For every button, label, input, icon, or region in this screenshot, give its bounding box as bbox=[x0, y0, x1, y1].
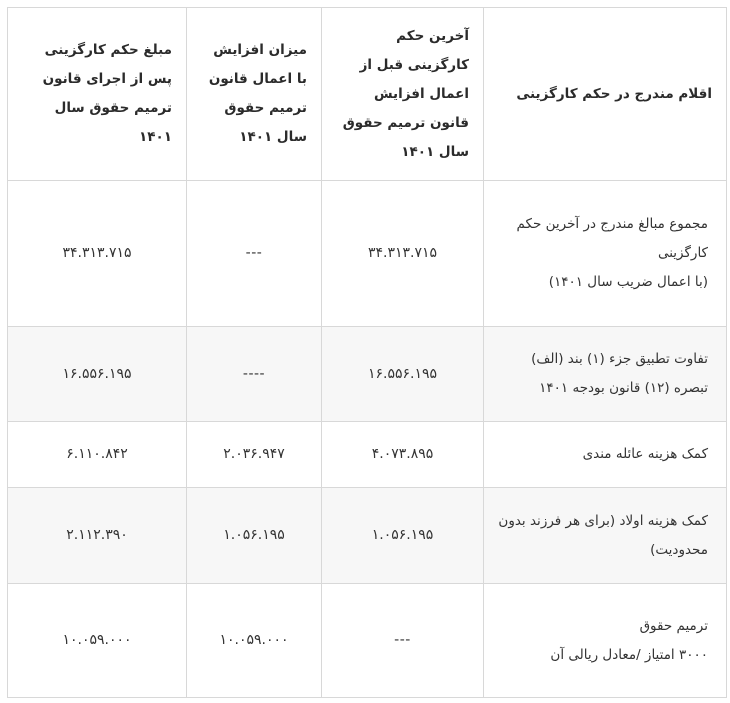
row-before-value: ۱۶.۵۵۶.۱۹۵ bbox=[322, 327, 484, 422]
row-after-value: ۲.۱۱۲.۳۹۰ bbox=[8, 488, 187, 584]
table-row bbox=[8, 584, 727, 698]
item-line: کمک هزینه اولاد (برای هر فرزند بدون محدودیت) bbox=[498, 512, 708, 558]
row-before-value: ۳۴.۳۱۳.۷۱۵ bbox=[322, 181, 484, 327]
header-after-increase: مبلغ حکم کارگزینی پس از اجرای قانون ترمیم حقوق سال ۱۴۰۱ bbox=[8, 8, 187, 181]
table-row bbox=[8, 327, 727, 422]
row-increase-value: ---- bbox=[187, 327, 322, 422]
header-items: اقلام مندرج در حکم کارگزینی bbox=[484, 8, 727, 181]
row-increase-value: ۱.۰۵۶.۱۹۵ bbox=[187, 488, 322, 584]
row-item-label bbox=[484, 488, 727, 584]
row-before-value: --- bbox=[322, 584, 484, 698]
row-before-value: ۴.۰۷۳.۸۹۵ bbox=[322, 422, 484, 488]
row-item-label bbox=[484, 422, 727, 488]
row-after-value: ۶.۱۱۰.۸۴۲ bbox=[8, 422, 187, 488]
item-line: ترمیم حقوق bbox=[639, 617, 708, 634]
row-before-value: ۱.۰۵۶.۱۹۵ bbox=[322, 488, 484, 584]
header-increase-amount: میزان افزایش با اعمال قانون ترمیم حقوق سال ۱۴۰۱ bbox=[187, 8, 322, 181]
row-increase-value: ۱۰.۰۵۹.۰۰۰ bbox=[187, 584, 322, 698]
row-item-label bbox=[484, 181, 727, 327]
table-header-row bbox=[8, 8, 727, 181]
row-increase-value: ۲.۰۳۶.۹۴۷ bbox=[187, 422, 322, 488]
salary-table-container bbox=[7, 7, 726, 698]
table-row bbox=[8, 422, 727, 488]
row-item-label bbox=[484, 584, 727, 698]
row-after-value: ۱۶.۵۵۶.۱۹۵ bbox=[8, 327, 187, 422]
item-line: مجموع مبالغ مندرج در آخرین حکم کارگزینی bbox=[516, 216, 708, 261]
salary-comparison-table bbox=[7, 7, 727, 698]
item-line: ۳۰۰۰ امتیاز /معادل ریالی آن bbox=[550, 646, 708, 663]
table-row bbox=[8, 181, 727, 327]
item-line: (با اعمال ضریب سال ۱۴۰۱) bbox=[548, 274, 708, 290]
row-increase-value: --- bbox=[187, 181, 322, 327]
item-line: تفاوت تطبیق جزء (۱) بند (الف) تبصره (۱۲) قانون بودجه ۱۴۰۱ bbox=[531, 351, 708, 396]
header-before-increase: آخرین حکم کارگزینی قبل از اعمال افزایش قانون ترمیم حقوق سال ۱۴۰۱ bbox=[322, 8, 484, 181]
row-after-value: ۱۰.۰۵۹.۰۰۰ bbox=[8, 584, 187, 698]
item-line: کمک هزینه عائله مندی bbox=[582, 446, 708, 462]
row-after-value: ۳۴.۳۱۳.۷۱۵ bbox=[8, 181, 187, 327]
table-row bbox=[8, 488, 727, 584]
row-item-label bbox=[484, 327, 727, 422]
